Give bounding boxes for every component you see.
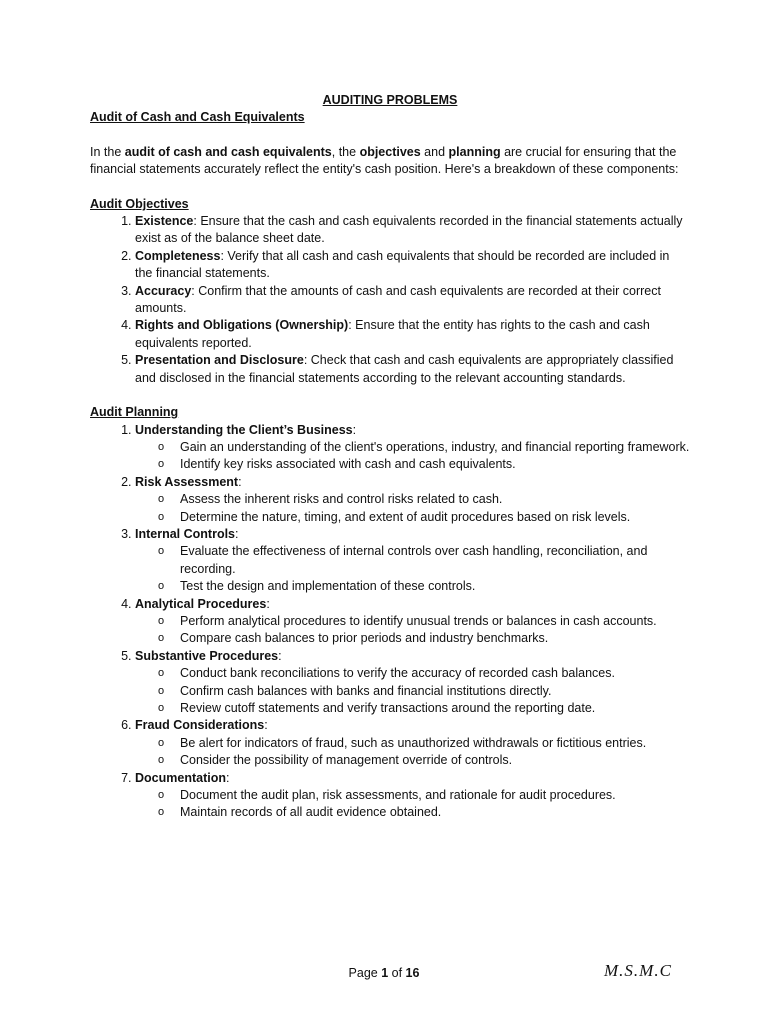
- planning-subitem: [158, 787, 690, 804]
- planning-term: Understanding the Client’s Business: [135, 422, 353, 437]
- planning-item: [135, 770, 690, 822]
- planning-subitem-text: Assess the inherent risks and control risks related to cash.: [180, 492, 503, 507]
- planning-list: [90, 422, 690, 822]
- planning-term: Substantive Procedures: [135, 648, 279, 663]
- planning-sublist: [135, 613, 690, 648]
- hollow-bullet-icon: o: [158, 458, 165, 471]
- intro-text-1: In the: [90, 144, 125, 159]
- planning-subitem-text: Test the design and implementation of these controls.: [180, 579, 476, 594]
- objective-item: [135, 283, 690, 318]
- hollow-bullet-icon: o: [158, 545, 165, 558]
- page-separator: of: [388, 966, 406, 980]
- planning-sublist: [135, 491, 690, 526]
- hollow-bullet-icon: o: [158, 667, 165, 680]
- planning-subitem-text: Document the audit plan, risk assessments, and rationale for audit procedures.: [180, 788, 616, 803]
- planning-subitem-text: Perform analytical procedures to identify unusual trends or balances in cash accounts.: [180, 613, 657, 628]
- planning-subitem-text: Identify key risks associated with cash and cash equivalents.: [180, 457, 516, 472]
- objective-text: : Ensure that the entity has rights to the cash and cash equivalents reported.: [135, 318, 650, 350]
- planning-subitem-text: Consider the possibility of management override of controls.: [180, 753, 513, 768]
- planning-subitem: [158, 804, 690, 821]
- intro-bold-1: audit of cash and cash equivalents: [124, 144, 332, 159]
- planning-subitem: [158, 439, 690, 456]
- objective-item: [135, 352, 690, 387]
- planning-sublist: [135, 665, 690, 717]
- planning-colon: :: [352, 422, 357, 437]
- hollow-bullet-icon: o: [158, 440, 165, 453]
- planning-sublist: [135, 439, 690, 474]
- hollow-bullet-icon: o: [158, 510, 165, 523]
- planning-heading: Audit Planning: [90, 405, 179, 420]
- hollow-bullet-icon: o: [158, 754, 165, 767]
- page-total: 16: [405, 966, 420, 980]
- hollow-bullet-icon: o: [158, 632, 165, 645]
- planning-colon: :: [264, 718, 268, 733]
- objective-text: : Ensure that the cash and cash equivalents recorded in the financial statements actually exist as of the balance sheet date.: [135, 214, 683, 246]
- objective-term: Existence: [135, 214, 194, 229]
- planning-subitem: [158, 543, 690, 578]
- planning-subitem: [158, 683, 690, 700]
- planning-colon: :: [278, 648, 282, 663]
- intro-bold-3: planning: [448, 144, 501, 159]
- planning-item: [135, 717, 690, 769]
- planning-subitem-text: Maintain records of all audit evidence obtained.: [180, 805, 442, 820]
- planning-subitem: [158, 665, 690, 682]
- intro-bold-2: objectives: [359, 144, 421, 159]
- intro-text-2: , the: [331, 144, 360, 159]
- planning-subitem-text: Review cutoff statements and verify transactions around the reporting date.: [180, 701, 596, 715]
- document-page: [90, 92, 690, 839]
- planning-subitem: [158, 456, 690, 473]
- planning-subitem: [158, 752, 690, 769]
- planning-subitem: [158, 509, 690, 526]
- planning-term: Internal Controls: [135, 526, 236, 541]
- planning-subitem: [158, 491, 690, 508]
- planning-subitem: [158, 630, 690, 647]
- planning-item: [135, 474, 690, 526]
- intro-paragraph: [90, 144, 690, 179]
- planning-term: Documentation: [135, 770, 226, 785]
- page-current: 1: [381, 966, 389, 980]
- planning-sublist: [135, 735, 690, 770]
- planning-subitem: [158, 578, 690, 595]
- planning-sublist: [135, 787, 690, 822]
- objectives-heading: Audit Objectives: [90, 196, 189, 211]
- planning-term: Fraud Considerations: [135, 718, 265, 733]
- objective-term: Rights and Obligations (Ownership): [135, 318, 349, 333]
- hollow-bullet-icon: o: [158, 806, 165, 819]
- planning-term: Analytical Procedures: [135, 596, 267, 611]
- planning-item: [135, 596, 690, 648]
- objective-item: [135, 213, 690, 248]
- hollow-bullet-icon: o: [158, 736, 165, 749]
- objective-term: Presentation and Disclosure: [135, 353, 304, 368]
- author-signature: M.S.M.C: [604, 961, 672, 980]
- planning-item: [135, 422, 690, 474]
- hollow-bullet-icon: o: [158, 684, 165, 697]
- planning-sublist: [135, 543, 690, 595]
- planning-subitem: [158, 613, 690, 630]
- planning-colon: :: [235, 526, 239, 541]
- planning-term: Risk Assessment: [135, 474, 239, 489]
- objective-text: : Check that cash and cash equivalents are appropriately classified and disclosed in the financial statements according to the relevant accounting standards.: [135, 353, 674, 385]
- planning-subitem-text: Gain an understanding of the client's operations, industry, and financial reporting framework.: [180, 439, 690, 454]
- page-prefix: Page: [348, 966, 382, 980]
- objective-term: Accuracy: [135, 283, 192, 298]
- objective-item: [135, 317, 690, 352]
- objective-term: Completeness: [135, 248, 221, 263]
- hollow-bullet-icon: o: [158, 789, 165, 802]
- planning-subitem: [158, 735, 690, 752]
- planning-colon: :: [238, 474, 242, 489]
- objective-item: [135, 248, 690, 283]
- intro-text-4: are crucial for ensuring that the financial statements accurately reflect the entity's cash position. Here's a breakdown of these components:: [90, 144, 679, 177]
- document-title: AUDITING PROBLEMS: [322, 93, 458, 107]
- hollow-bullet-icon: o: [158, 702, 165, 714]
- planning-subitem-text: Compare cash balances to prior periods and industry benchmarks.: [180, 631, 549, 646]
- planning-subitem-text: Determine the nature, timing, and extent of audit procedures based on risk levels.: [180, 509, 631, 524]
- planning-subitem-text: Conduct bank reconciliations to verify the accuracy of recorded cash balances.: [180, 666, 615, 681]
- hollow-bullet-icon: o: [158, 580, 165, 593]
- hollow-bullet-icon: o: [158, 614, 165, 627]
- planning-subitem-text: Be alert for indicators of fraud, such as unauthorized withdrawals or fictitious entries.: [180, 735, 647, 750]
- planning-subitem: [158, 700, 690, 717]
- planning-item: [135, 526, 690, 596]
- hollow-bullet-icon: o: [158, 493, 165, 506]
- objective-text: : Verify that all cash and cash equivalents that should be recorded are included in the financial statements.: [135, 248, 670, 281]
- planning-subitem-text: Evaluate the effectiveness of internal controls over cash handling, reconciliation, and recording.: [180, 544, 648, 576]
- planning-colon: :: [266, 596, 270, 611]
- planning-subitem-text: Confirm cash balances with banks and financial institutions directly.: [180, 683, 552, 698]
- objectives-list: [90, 213, 690, 387]
- objective-text: : Confirm that the amounts of cash and cash equivalents are recorded at their correct amounts.: [135, 283, 661, 316]
- document-subtitle: Audit of Cash and Cash Equivalents: [90, 110, 305, 125]
- intro-text-3: and: [420, 144, 449, 159]
- planning-item: [135, 648, 690, 718]
- planning-colon: :: [225, 770, 230, 785]
